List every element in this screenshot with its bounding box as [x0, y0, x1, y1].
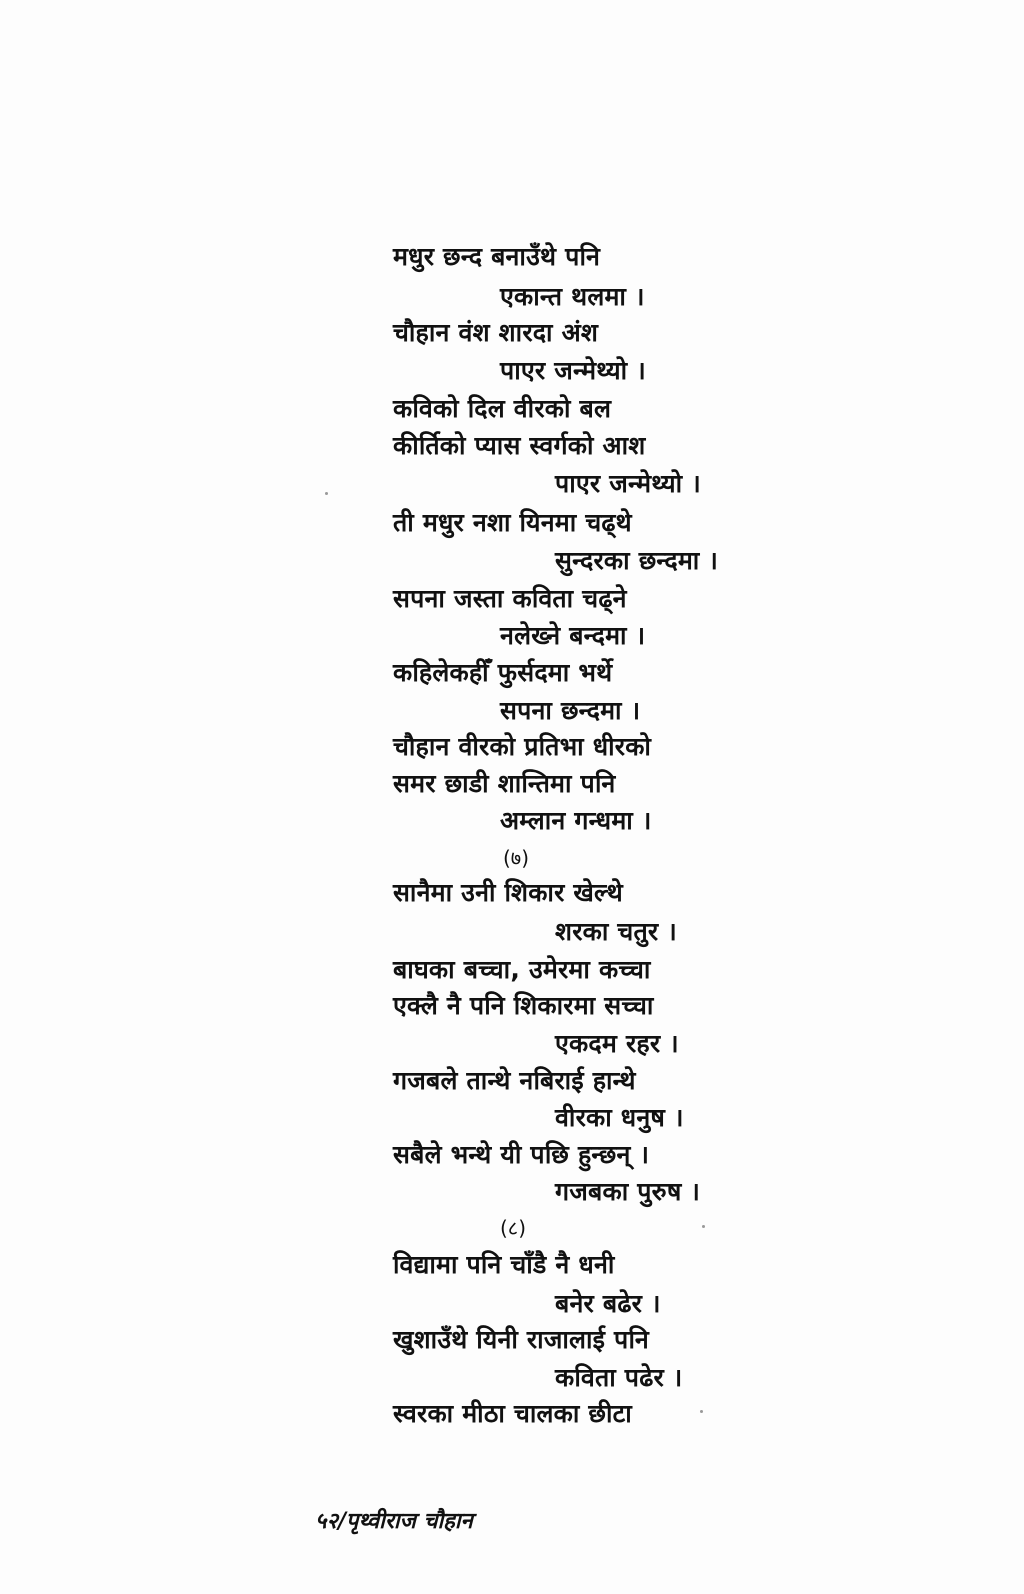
- poem-line: समर छाडी शान्तिमा पनि: [393, 769, 616, 798]
- poem-line: पाएर जन्मेथ्यो ।: [555, 469, 701, 498]
- poem-line: सपना छन्दमा ।: [500, 696, 641, 725]
- poem-line: गजबका पुरुष ।: [555, 1177, 701, 1206]
- scan-speck: [700, 1410, 703, 1413]
- poem-line: पाएर जन्मेथ्यो ।: [500, 356, 646, 385]
- poem-line: शरका चतुर ।: [555, 917, 677, 946]
- page-footer: ५२/पृथ्वीराज चौहान: [315, 1508, 473, 1534]
- poem-line: गजबले तान्थे नबिराई हान्थे: [393, 1066, 636, 1095]
- stanza-number: (८): [500, 1216, 527, 1240]
- poem-line: खुशाउँथे यिनी राजालाई पनि: [393, 1325, 650, 1354]
- poem-line: कविको दिल वीरको बल: [393, 394, 612, 423]
- stanza-number: (७): [503, 846, 530, 870]
- poem-line: कविता पढेर ।: [555, 1363, 683, 1392]
- poem-line: एकदम रहर ।: [555, 1029, 679, 1058]
- poem-line: स्वरका मीठा चालका छीटा: [393, 1399, 632, 1428]
- poem-line: एक्लै नै पनि शिकारमा सच्चा: [393, 991, 654, 1020]
- poem-line: सबैले भन्थे यी पछि हुन्छन् ।: [393, 1140, 650, 1169]
- poem-line: ती मधुर नशा यिनमा चढ्थे: [393, 508, 632, 537]
- poem-line: चौहान वंश शारदा अंश: [393, 318, 599, 347]
- poem-line: अम्लान गन्धमा ।: [500, 806, 652, 835]
- poem-line: कहिलेकहीँ फुर्सदमा भर्थे: [393, 658, 613, 687]
- poem-line: वीरका धनुष ।: [555, 1103, 684, 1132]
- poem-line: एकान्त थलमा ।: [500, 282, 645, 311]
- poem-line: सानैमा उनी शिकार खेल्थे: [393, 878, 623, 907]
- poem-line: नलेख्ने बन्दमा ।: [500, 621, 646, 650]
- poem-line: मधुर छन्द बनाउँथे पनि: [393, 242, 601, 271]
- poem-line: सपना जस्ता कविता चढ्ने: [393, 584, 627, 613]
- poem-line: सुन्दरका छन्दमा ।: [555, 546, 719, 575]
- poem-line: कीर्तिको प्यास स्वर्गको आश: [393, 431, 646, 460]
- poem-line: चौहान वीरको प्रतिभा धीरको: [393, 732, 652, 761]
- poem-line: बनेर बढेर ।: [555, 1289, 661, 1318]
- scan-speck: [702, 1225, 705, 1228]
- poem-line: विद्यामा पनि चाँडै नै धनी: [393, 1250, 615, 1279]
- scan-speck: [325, 492, 328, 495]
- poem-line: बाघका बच्चा, उमेरमा कच्चा: [393, 955, 651, 984]
